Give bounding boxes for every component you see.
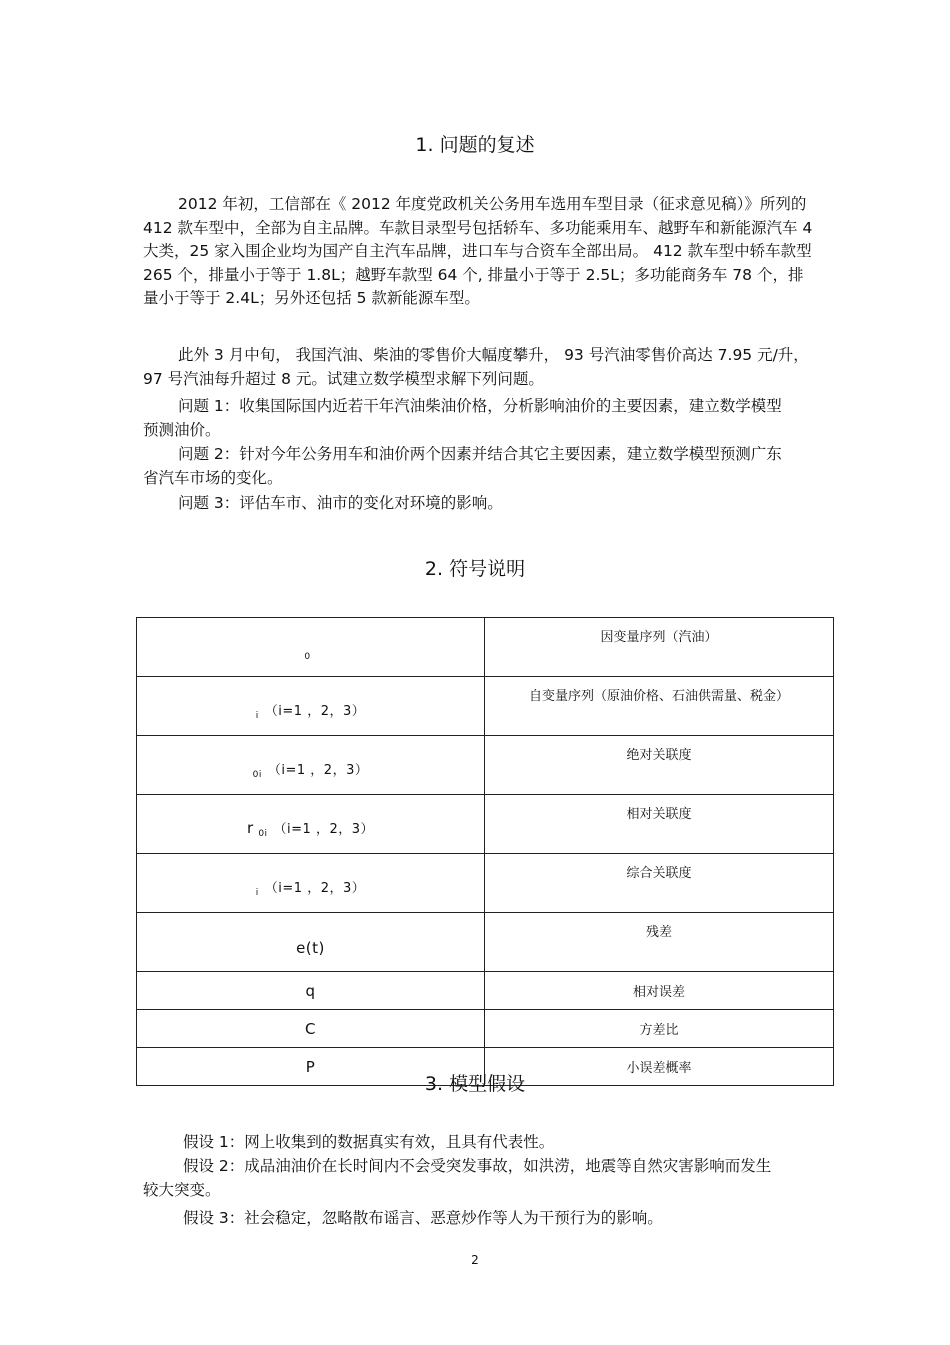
table-row bbox=[137, 736, 834, 795]
description-cell: 相对关联度 bbox=[485, 795, 834, 854]
symbol-cell bbox=[137, 854, 485, 913]
assumption-3: 假设 3：社会稳定，忽略散布谣言、恶意炒作等人为干预行为的影响。 bbox=[183, 1209, 663, 1227]
symbol-cell bbox=[137, 618, 485, 677]
symbol-cell bbox=[137, 972, 485, 1010]
table-row bbox=[137, 913, 834, 972]
symbol-range: （i=1 ，2，3） bbox=[264, 881, 366, 896]
description-cell: 自变量序列（原油价格、石油供需量、税金） bbox=[485, 677, 834, 736]
description-cell: 残差 bbox=[485, 913, 834, 972]
symbol-letter: r bbox=[247, 819, 254, 837]
page-number: 2 bbox=[471, 1253, 479, 1267]
description-cell: 绝对关联度 bbox=[485, 736, 834, 795]
description-cell: 相对误差 bbox=[485, 972, 834, 1010]
question-1: 问题 1：收集国际国内近若干年汽油柴油价格，分析影响油价的主要因素，建立数学模型预测油价。 bbox=[143, 397, 782, 439]
assumption-1: 假设 1：网上收集到的数据真实有效，且具有代表性。 bbox=[183, 1133, 555, 1151]
assumption-2: 假设 2：成品油油价在长时间内不会受突发事故，如洪涝，地震等自然灾害影响而发生较大突变。 bbox=[143, 1157, 772, 1199]
symbol-subscript: 0 bbox=[304, 652, 311, 662]
section2-heading: 2. 符号说明 bbox=[424, 558, 526, 580]
paragraph-intro: 2012 年初，工信部在《 2012 年度党政机关公务用车选用车型目录（征求意见稿）》所列的 412 款车型中，全部为自主品牌。车款目录型号包括轿车、多功能乘用车、越野车和新能源汽车 4 大类，25 家入围企业均为国产自主汽车品牌，进口车与合资车全部出局。 412 款车型中轿车款型 265 个，排量小于等于 1.8L；越野车款型 64 个, 排量小于等于 2.5L；多功能商务车 78 个，排量小于等于 2.4L；另外还包括 5 款新能源车型。 bbox=[143, 195, 813, 307]
table-row bbox=[137, 854, 834, 913]
table-row bbox=[137, 618, 834, 677]
symbol-letter: P bbox=[305, 1057, 316, 1076]
section3-heading: 3. 模型假设 bbox=[424, 1073, 526, 1095]
symbol-subscript: i bbox=[255, 711, 259, 721]
section1-heading: 1. 问题的复述 bbox=[415, 134, 535, 156]
symbol-letter: q bbox=[305, 981, 316, 1000]
symbol-subscript: 0i bbox=[252, 770, 262, 780]
symbol-range: （i=1 ，2，3） bbox=[264, 704, 366, 719]
description-cell: 综合关联度 bbox=[485, 854, 834, 913]
paragraph-oil-price: 此外 3 月中旬， 我国汽油、柴油的零售价大幅度攀升， 93 号汽油零售价高达 7.95 元/升，97 号汽油每升超过 8 元。试建立数学模型求解下列问题。 bbox=[143, 346, 809, 388]
symbol-table bbox=[136, 617, 834, 1086]
table-row bbox=[137, 972, 834, 1010]
symbol-subscript: 0i bbox=[258, 829, 268, 839]
question-3: 问题 3：评估车市、油市的变化对环境的影响。 bbox=[178, 494, 503, 512]
question-2: 问题 2：针对今年公务用车和油价两个因素并结合其它主要因素，建立数学模型预测广东省汽车市场的变化。 bbox=[143, 445, 782, 487]
table-row bbox=[137, 1010, 834, 1048]
description-cell: 小误差概率 bbox=[485, 1048, 834, 1086]
symbol-letter: C bbox=[305, 1019, 316, 1038]
table-row bbox=[137, 677, 834, 736]
description-cell: 因变量序列（汽油） bbox=[485, 618, 834, 677]
symbol-range: （i=1 ，2，3） bbox=[267, 763, 369, 778]
symbol-cell bbox=[137, 913, 485, 972]
symbol-subscript: i bbox=[255, 888, 259, 898]
symbol-range: （i=1 ，2，3） bbox=[273, 822, 374, 837]
symbol-cell bbox=[137, 1010, 485, 1048]
description-cell: 方差比 bbox=[485, 1010, 834, 1048]
symbol-cell bbox=[137, 736, 485, 795]
symbol-cell bbox=[137, 677, 485, 736]
symbol-letter: e(t) bbox=[296, 939, 325, 957]
symbol-cell bbox=[137, 795, 485, 854]
table-row bbox=[137, 795, 834, 854]
